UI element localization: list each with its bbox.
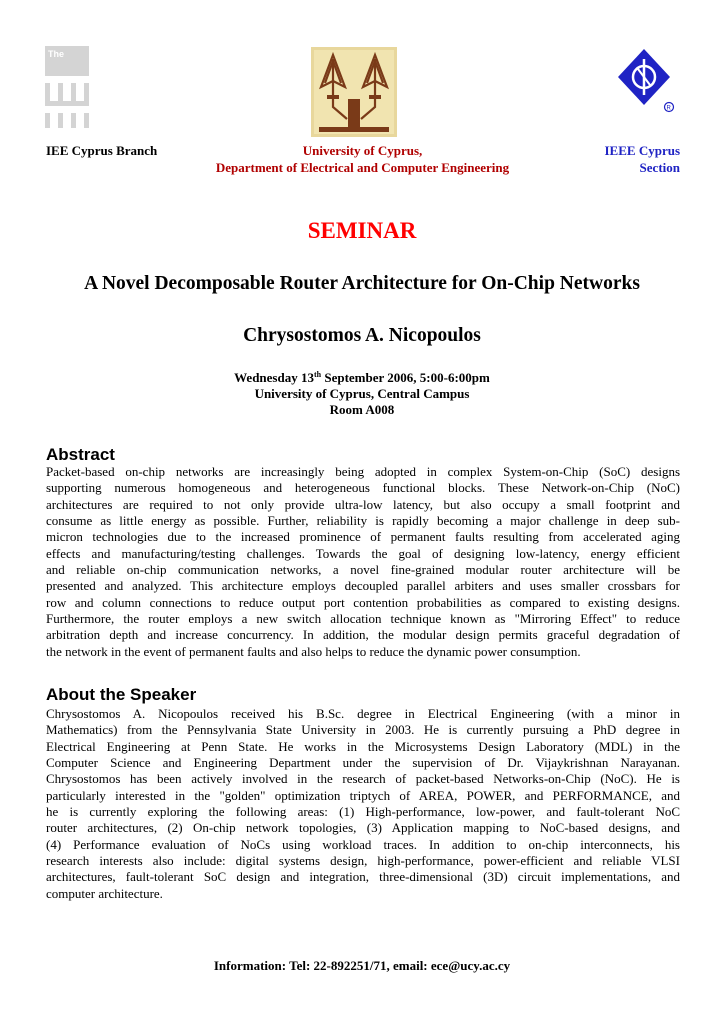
bio-line: router architectures, (2) On-chip network topologies, (3) Application mapping to NoC-based designs, and <box>46 820 680 836</box>
bio-line: Electrical Engineering at Penn State. He works in the Microsystems Design Laboratory (MDL) in the <box>46 738 680 754</box>
event-date-suffix: September 2006, 5:00-6:00pm <box>321 370 490 385</box>
bio-line: Chrysostomos A. Nicopoulos received his B.Sc. degree in Electrical Engineering (with a minor in <box>46 706 680 721</box>
university-of-cyprus-tree-logo <box>311 47 397 137</box>
abstract-line: supporting numerous homogeneous and heterogeneous functional blocks. These Network-on-Chip (NoC) <box>46 480 680 496</box>
iee-cyprus-branch-label: IEE Cyprus Branch <box>46 143 158 158</box>
bio-line: Computer Science and Engineering Department under the supervision of Dr. Vijaykrishnan Narayanan. <box>46 755 680 771</box>
bio-line: he is currently exploring the following areas: (1) High-performance, low-power, and fault-tolerant NoC <box>46 804 680 820</box>
speaker-name: Chrysostomos A. Nicopoulos <box>243 325 481 346</box>
bio-line: particularly interested in the "golden" optimization triptych of AREA, POWER, and PERFORMANCE, and <box>46 787 680 803</box>
bio-line: computer architecture. <box>46 885 163 901</box>
about-speaker-heading: About the Speaker <box>46 685 197 704</box>
svg-text:R: R <box>666 105 671 112</box>
abstract-line: Packet-based on-chip networks are increasingly being adopted in complex System-on-Chip (SoC) designs <box>46 464 680 479</box>
ieee-cyprus-section-label <box>590 142 680 176</box>
university-name: University of Cyprus, <box>302 143 423 158</box>
abstract-line: row and column connections to reduce output port contention probabilities as compared to existing designs. <box>46 594 680 610</box>
event-room: Room A008 <box>329 402 395 417</box>
ieee-name-line2: Section <box>639 160 680 175</box>
abstract-line: consume as little energy as possible. Further, reliability is rapidly becoming a major challenge in deep sub- <box>46 513 680 529</box>
bio-line: Chrysostomos has been actively involved in the research of packet-based Networks-on-Chip (NoC). He is <box>46 771 680 787</box>
iee-logo <box>45 46 89 128</box>
talk-title: A Novel Decomposable Router Architecture for On-Chip Networks <box>84 273 640 294</box>
event-date-sup: th <box>313 370 322 379</box>
abstract-line: architectures are required to not only provide ultra-low latency, but also occupy a small footprint and <box>46 496 680 512</box>
abstract-line: arbitration depth and increase concurrency. In addition, the modular design permits graceful degradation of <box>46 627 680 643</box>
event-date-prefix: Wednesday 13 <box>234 370 314 385</box>
university-department-label <box>150 142 575 176</box>
contact-information: Information: Tel: 22-892251/71, email: ece@ucy.ac.cy <box>213 958 511 973</box>
bio-line: Mathematics) from the Pennsylvania State University in 2003. He is currently pursuing a PhD degree in <box>46 722 680 738</box>
abstract-line: Furthermore, the router employs a new switch allocation technique known as "Mirroring Effect" to reduce <box>46 611 680 627</box>
event-date <box>0 370 724 386</box>
seminar-heading: SEMINAR <box>307 218 417 243</box>
department-name: Department of Electrical and Computer Engineering <box>215 160 510 175</box>
event-location: University of Cyprus, Central Campus <box>254 386 470 401</box>
abstract-line: and reliable on-chip communication networks, a novel fine-grained modular router architecture will be <box>46 562 680 578</box>
about-speaker-body <box>46 706 680 902</box>
event-details <box>0 370 724 418</box>
abstract-heading: Abstract <box>46 445 115 464</box>
abstract-line: effects and manufacturing/testing challenges. Towards the goal of designing low-latency, energy efficient <box>46 545 680 561</box>
bio-line: architectures, fault-tolerant SoC design and integration, three-dimensional (3D) circuit implementations, and <box>46 869 680 885</box>
abstract-line: presented and analyzed. This architecture employs decoupled parallel arbiters and uses smaller crossbars for <box>46 578 680 594</box>
ieee-diamond-logo <box>614 47 676 117</box>
bio-line: research interests also include: digital systems design, high-performance, power-efficient and reliable VLSI <box>46 853 680 869</box>
abstract-line: the network in the event of permanent faults and also helps to reduce the dynamic power consumption. <box>46 643 581 659</box>
abstract-body <box>46 464 680 660</box>
ieee-name-line1: IEEE Cyprus <box>604 143 680 158</box>
bio-line: (4) Performance evaluation of NoCs using workload traces. In addition to on-chip interconnects, his <box>46 836 680 852</box>
abstract-line: micron technologies due to the increased prominence of permanent faults resulting from accelerated aging <box>46 529 680 545</box>
iee-logo-text: The <box>48 49 65 59</box>
